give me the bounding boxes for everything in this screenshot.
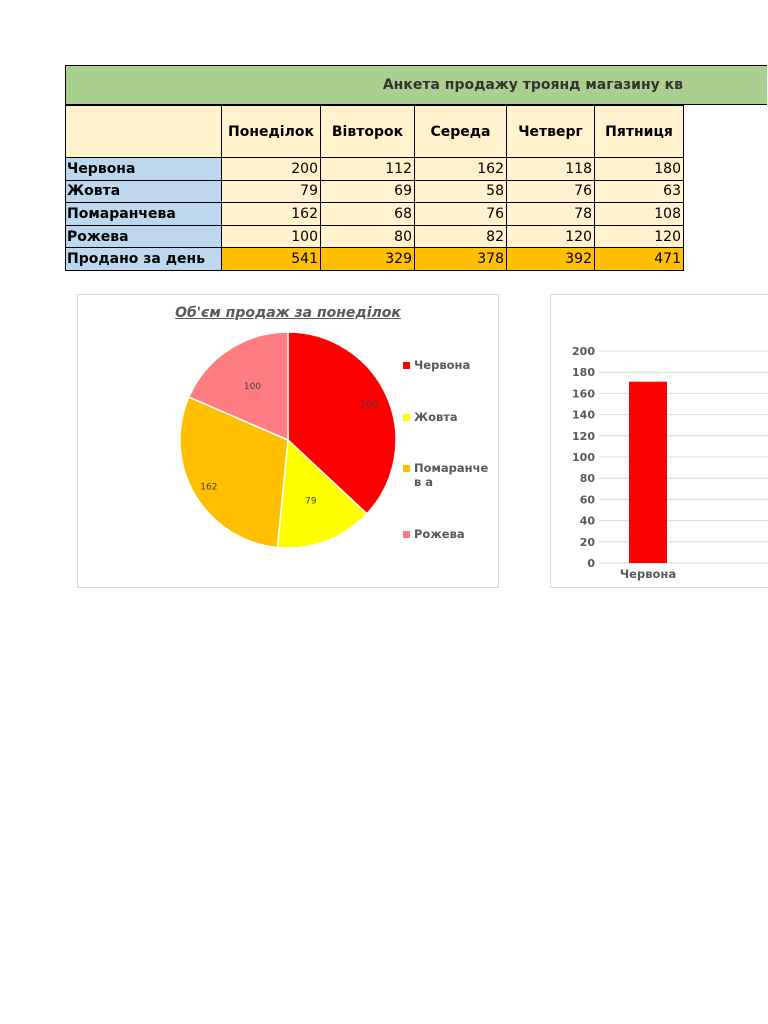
bar-y-tick-label: 180	[572, 366, 595, 380]
row-label: Червона	[66, 158, 222, 181]
legend-swatch	[403, 414, 410, 421]
cell: 80	[321, 225, 415, 248]
bar-y-tick-label: 0	[587, 557, 595, 570]
cell: 108	[595, 203, 684, 226]
table-row	[66, 180, 684, 203]
header-day: Четверг	[507, 106, 595, 158]
bar-y-tick-label: 20	[579, 535, 595, 549]
bar-y-tick-label: 140	[572, 408, 595, 422]
pie-chart-plot	[78, 295, 498, 587]
legend-swatch	[403, 362, 410, 369]
table-row	[66, 158, 684, 181]
cell: 120	[595, 225, 684, 248]
total-cell: 471	[595, 248, 684, 271]
total-cell: 329	[321, 248, 415, 271]
cell: 76	[507, 180, 595, 203]
legend-swatch	[403, 531, 410, 538]
legend-label: Рожева	[414, 527, 465, 541]
bar-chart[interactable]	[550, 294, 768, 588]
total-label: Продано за день	[66, 248, 222, 271]
total-cell: 541	[222, 248, 321, 271]
cell: 69	[321, 180, 415, 203]
cell: 82	[415, 225, 507, 248]
legend-swatch	[403, 465, 410, 472]
total-cell: 392	[507, 248, 595, 271]
cell: 58	[415, 180, 507, 203]
pie-data-label: 162	[200, 482, 218, 493]
cell: 162	[415, 158, 507, 181]
cell: 120	[507, 225, 595, 248]
bar-y-tick-label: 200	[572, 345, 595, 358]
header-corner-cell	[66, 106, 222, 158]
pie-chart[interactable]	[77, 294, 499, 588]
pie-data-label: 100	[243, 381, 262, 392]
cell: 100	[222, 225, 321, 248]
table-title: Анкета продажу троянд магазину кв	[382, 77, 683, 93]
bar[interactable]	[629, 382, 667, 563]
cell: 76	[415, 203, 507, 226]
table-row	[66, 225, 684, 248]
table-row	[66, 203, 684, 226]
bar-x-tick-label: Червона	[619, 567, 677, 581]
legend-label: Помаранчев а	[414, 461, 489, 489]
header-day: Пятниця	[595, 106, 684, 158]
bar-y-tick-label: 60	[579, 493, 595, 507]
legend-label: Жовта	[414, 410, 458, 424]
header-row	[66, 106, 684, 158]
cell: 63	[595, 180, 684, 203]
cell: 180	[595, 158, 684, 181]
header-day: Понеділок	[222, 106, 321, 158]
row-label: Жовта	[66, 180, 222, 203]
header-day: Вівторок	[321, 106, 415, 158]
cell: 112	[321, 158, 415, 181]
cell: 78	[507, 203, 595, 226]
pie-data-label: 200	[360, 400, 378, 411]
bar-y-tick-label: 80	[579, 472, 595, 486]
row-label: Помаранчева	[66, 203, 222, 226]
cell: 200	[222, 158, 321, 181]
row-label: Рожева	[66, 225, 222, 248]
legend-label: Червона	[414, 358, 471, 372]
bar-chart-plot	[551, 295, 768, 587]
bar-y-tick-label: 160	[572, 387, 595, 401]
bar-y-tick-label: 100	[572, 451, 595, 464]
pie-chart-title: Об'єм продаж за понеділок	[175, 305, 401, 321]
cell: 162	[222, 203, 321, 226]
bar-y-tick-label: 120	[572, 429, 595, 443]
total-row	[66, 248, 684, 271]
cell: 79	[222, 180, 321, 203]
pie-data-label: 79	[305, 496, 317, 507]
sales-table	[65, 105, 684, 271]
cell: 118	[507, 158, 595, 181]
total-cell: 378	[415, 248, 507, 271]
bar-y-tick-label: 40	[579, 514, 595, 528]
table-title-band	[65, 65, 767, 105]
cell: 68	[321, 203, 415, 226]
header-day: Середа	[415, 106, 507, 158]
